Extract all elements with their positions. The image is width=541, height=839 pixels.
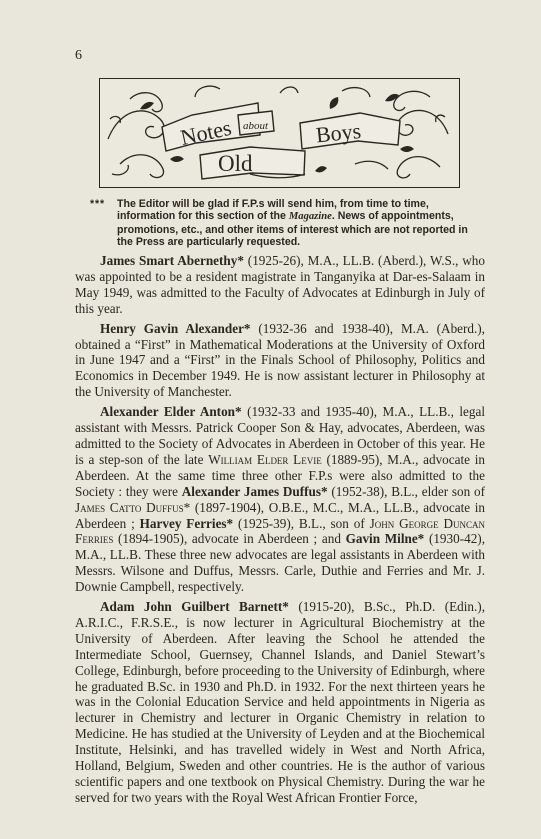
entry-abernethy: James Smart Abernethy* (1925-26), M.A., LL.B. (Aberd.), W.S., who was appointed to be a resident magistrate in Tanganyika at Dar-es-Salaam in May 1949, was admitted to the Faculty of Advocates at Edinburgh in July of this year. xyxy=(75,253,485,316)
page-number: 6 xyxy=(75,48,82,63)
banner-word-old: Old xyxy=(218,151,253,176)
entry-anton: Alexander Elder Anton* (1932-33 and 1935-40), M.A., LL.B., legal assistant with Messrs. Patrick Cooper Son & Hay, advocates, Aberdeen, was admitted to the Society of Advocates in Aberdeen in October of this year. He is a step-son of the late William Elder Levie (1889-95), M.A., advocate in Aberdeen. At the same time three other F.P.s were also admitted to the Society : they were Alexander James Duffus* (1952-38), B.L., elder son of James Catto Duffus* (1897-1904), O.B.E., M.C., M.A., LL.B., advocate in Aberdeen ; Harvey Ferries* (1925-39), B.L., son of John George Duncan Ferries (1894-1905), advocate in Aberdeen ; and Gavin Milne* (1930-42), M.A., LL.B. These three new advocates are legal assistants in Aberdeen with Messrs. Wilsone and Duffus, Messrs. Carle, Duthie and Ferries and Mr. J. Downie Campbell, respectively. xyxy=(75,404,486,595)
entry-barnett: Adam John Guilbert Barnett* (1915-20), B.Sc., Ph.D. (Edin.), A.R.I.C., F.R.S.E., is now lecturer in Agricultural Biochemistry at the University of Aberdeen. After leaving the School he attended the Intermediate School, Guernsey, Channel Islands, and Daniel Stewart’s College, Edinburgh, before proceeding to the University of Edinburgh, where he graduated B.Sc. in 1930 and Ph.D. in 1932. For the next thirteen years he was in the Colonial Education Service and held appointments in Nigeria as lecturer in Chemistry and lecturer in Organic Chemistry in relation to Medicine. He has studied at the University of Leyden and at the Biochemical Institute, Helsinki, and has travelled widely in West and North Africa, Holland, Belgium, Sweden and other countries. He is the author of various scientific papers and one textbook on Physical Chemistry. During the war he served for two years with the Royal West African Frontier Force, xyxy=(75,599,485,805)
banner-word-boys: Boys xyxy=(314,117,363,148)
entry-name: Adam John Guilbert Barnett* xyxy=(100,599,289,615)
notes-about-old-boys-banner xyxy=(99,78,460,188)
entry-alexander: Henry Gavin Alexander* (1932-36 and 1938-40), M.A. (Aberd.), obtained a “First” in Mathematical Moderations at the University of Oxford in June 1947 and a “First” in the Finals School of Philosophy, Politics and Economics in December 1949. He is now assistant lecturer in Philosophy at the University of Manchester. xyxy=(75,320,485,400)
banner-word-about: about xyxy=(243,120,269,132)
magazine-word: Magazine xyxy=(288,211,332,223)
entry-name: Henry Gavin Alexander* xyxy=(100,320,251,336)
editor-note-text: The Editor will be glad if F.P.s will send him, from time to time, information for this section of the Magazine. News of appointments, promotions, etc., and other items of interest which are not reported in the Press are particularly requested. xyxy=(117,198,468,248)
entry-name: Alexander Elder Anton* xyxy=(100,404,242,420)
entry-name: James Smart Abernethy* xyxy=(100,253,244,268)
article-body xyxy=(75,253,485,810)
asterism-icon: * * * xyxy=(90,198,105,210)
banner-word-notes: Notes xyxy=(178,114,234,150)
editor-note xyxy=(90,198,470,248)
banner-illustration xyxy=(100,79,458,186)
